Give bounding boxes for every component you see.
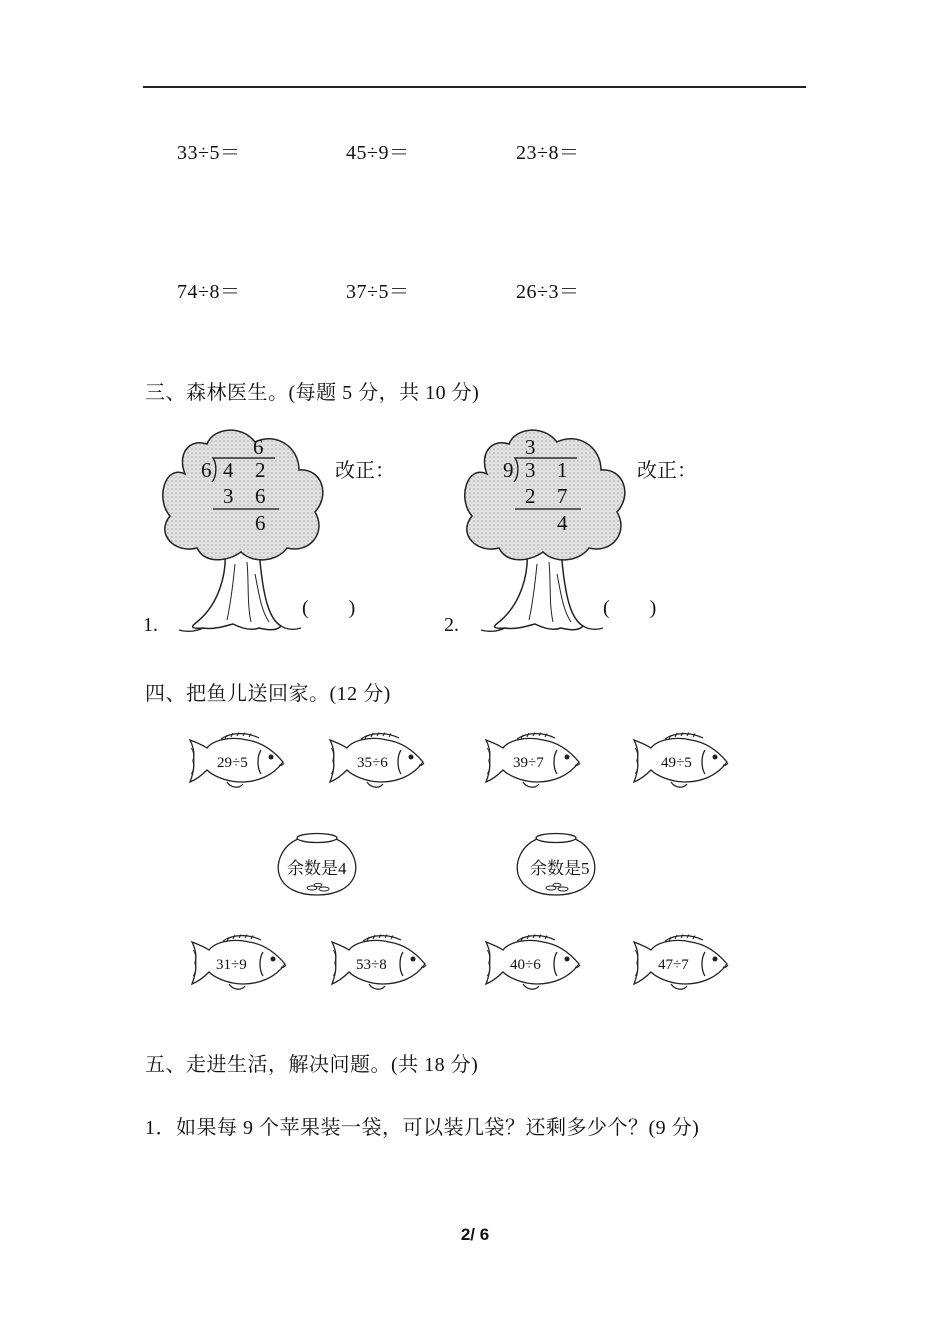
fish-card[interactable] [329, 934, 429, 992]
fish-expression: 29÷5 [217, 755, 248, 771]
equation: 74÷8＝ [177, 281, 241, 303]
product-digit: 2 [525, 484, 536, 508]
fish-expression: 31÷9 [216, 957, 247, 973]
equation: 37÷5＝ [346, 281, 410, 303]
problem-number-1: 1. [143, 614, 158, 636]
bowl-label: 余数是4 [287, 859, 347, 878]
fish-expression: 47÷7 [658, 957, 689, 973]
fish-expression: 40÷6 [510, 957, 541, 973]
fish-expression: 49÷5 [661, 755, 692, 771]
dividend-digit: 4 [223, 458, 234, 482]
equation: 23÷8＝ [516, 142, 580, 164]
long-division-1 [195, 432, 285, 542]
fish-card[interactable] [483, 732, 583, 790]
quotient: 6 [253, 435, 264, 459]
fish-card[interactable] [187, 732, 287, 790]
fish-card[interactable] [631, 934, 731, 992]
remainder: 6 [255, 511, 266, 535]
fix-label-2: 改正： [637, 460, 697, 482]
dividend-digit: 3 [525, 458, 536, 482]
problem-number-2: 2. [444, 614, 459, 636]
equation: 45÷9＝ [346, 142, 410, 164]
dividend-digit: 2 [255, 458, 266, 482]
fish-expression: 39÷7 [513, 755, 544, 771]
section-4-heading: 四、把鱼儿送回家。(12 分) [145, 683, 391, 705]
answer-paren-1[interactable]: ( ) [302, 597, 356, 619]
equation: 33÷5＝ [177, 142, 241, 164]
answer-paren-2[interactable]: ( ) [603, 597, 657, 619]
fish-card[interactable] [327, 732, 427, 790]
fix-label-1: 改正： [335, 460, 395, 482]
quotient: 3 [525, 435, 536, 459]
fish-card[interactable] [483, 934, 583, 992]
divisor: 6 [201, 458, 212, 482]
remainder: 4 [557, 511, 568, 535]
product-digit: 7 [557, 484, 568, 508]
equation: 26÷3＝ [516, 281, 580, 303]
fish-expression: 35÷6 [357, 755, 388, 771]
page-number: 2/ 6 [460, 1225, 490, 1244]
fish-expression: 53÷8 [356, 957, 387, 973]
section-5-heading: 五、走进生活，解决问题。(共 18 分) [145, 1054, 479, 1076]
header-rule [143, 86, 806, 88]
divisor: 9 [503, 458, 514, 482]
bowl-label: 余数是5 [530, 859, 590, 878]
fish-card[interactable] [189, 934, 289, 992]
section-3-heading: 三、森林医生。(每题 5 分，共 10 分) [145, 382, 480, 404]
word-problem-1: 1．如果每 9 个苹果装一袋，可以装几袋？还剩多少个？(9 分) [145, 1117, 700, 1139]
product-digit: 3 [223, 484, 234, 508]
dividend-digit: 1 [557, 458, 568, 482]
fish-card[interactable] [631, 732, 731, 790]
fish-bowl-2[interactable] [515, 830, 597, 898]
long-division-2 [497, 432, 587, 542]
fish-bowl-1[interactable] [276, 830, 358, 898]
product-digit: 6 [255, 484, 266, 508]
